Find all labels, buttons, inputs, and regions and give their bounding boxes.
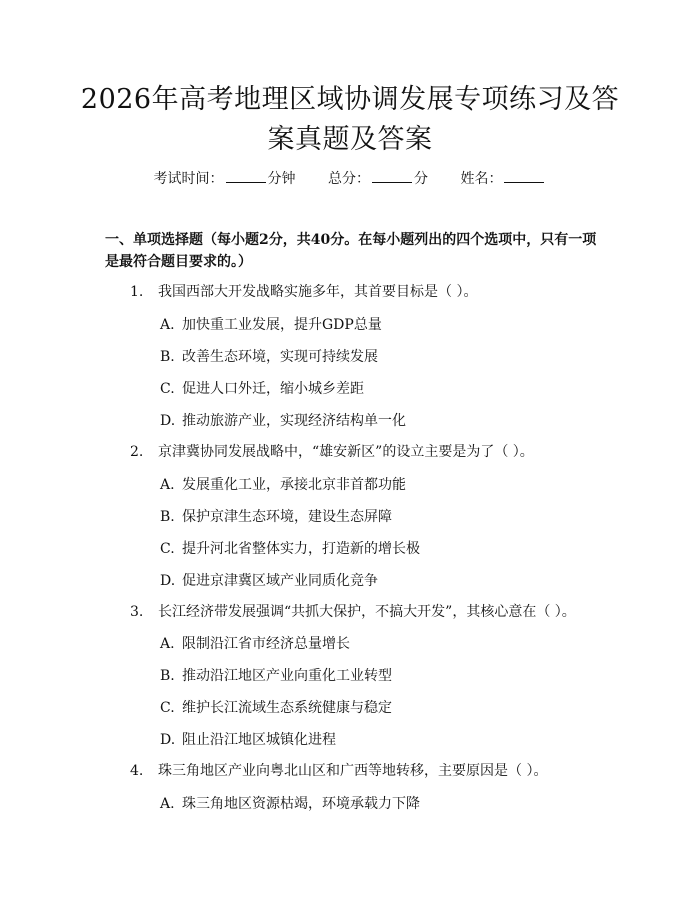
option-letter: A. [160, 477, 175, 493]
option-letter: C. [160, 381, 175, 397]
q3-option-b[interactable] [160, 665, 392, 685]
option-letter: B. [160, 509, 175, 525]
option-text: 促进京津冀区域产业同质化竞争 [182, 573, 378, 589]
option-letter: C. [160, 541, 175, 557]
q1-option-c[interactable] [160, 378, 364, 398]
exam-meta [0, 168, 700, 188]
q3-option-c[interactable] [160, 697, 392, 717]
question-number: 3. [130, 604, 144, 620]
exam-time-unit: 分钟 [267, 171, 296, 187]
option-text: 推动沿江地区产业向重化工业转型 [182, 668, 392, 684]
option-text: 发展重化工业，承接北京非首都功能 [182, 477, 406, 493]
total-score-blank[interactable] [372, 170, 412, 183]
question-number: 2. [130, 444, 144, 460]
q1-option-d[interactable] [160, 410, 406, 430]
q2-option-b[interactable] [160, 506, 392, 526]
question-text: 珠三角地区产业向粤北山区和广西等地转移，主要原因是（ ）。 [158, 763, 548, 779]
q2-option-c[interactable] [160, 538, 420, 558]
student-name [460, 171, 546, 187]
question-3 [130, 601, 576, 621]
question-text: 长江经济带发展强调“共抓大保护，不搞大开发”，其核心意在（ ）。 [158, 604, 576, 620]
student-name-blank[interactable] [504, 170, 544, 183]
option-text: 促进人口外迁，缩小城乡差距 [182, 381, 364, 397]
question-text: 我国西部大开发战略实施多年，其首要目标是（ ）。 [158, 284, 478, 300]
student-name-label: 姓名： [460, 171, 503, 187]
question-number: 4. [130, 763, 144, 779]
option-letter: D. [160, 413, 176, 429]
page-title: 2026年高考地理区域协调发展专项练习及答案真题及答案 [80, 84, 620, 155]
option-text: 阻止沿江地区城镇化进程 [182, 732, 336, 748]
option-letter: B. [160, 349, 175, 365]
option-text: 改善生态环境，实现可持续发展 [182, 349, 378, 365]
option-text: 限制沿江省市经济总量增长 [182, 636, 350, 652]
option-letter: C. [160, 700, 175, 716]
option-letter: A. [160, 796, 175, 812]
option-text: 维护长江流域生态系统健康与稳定 [182, 700, 392, 716]
option-text: 保护京津生态环境，建设生态屏障 [182, 509, 392, 525]
exam-time-label: 考试时间： [153, 171, 224, 187]
option-text: 珠三角地区资源枯竭，环境承载力下降 [182, 796, 420, 812]
q1-option-b[interactable] [160, 346, 378, 366]
question-text: 京津冀协同发展战略中，“雄安新区”的设立主要是为了（ ）。 [158, 444, 534, 460]
option-letter: A. [160, 636, 175, 652]
question-number: 1. [130, 284, 144, 300]
question-1 [130, 281, 477, 301]
option-text: 提升河北省整体实力，打造新的增长极 [182, 541, 420, 557]
option-letter: D. [160, 573, 176, 589]
q3-option-a[interactable] [160, 633, 350, 653]
q2-option-d[interactable] [160, 570, 378, 590]
section-heading: 一、单项选择题（每小题2分，共40分。在每小题列出的四个选项中，只有一项是最符合题目要求的。） [105, 232, 597, 270]
exam-time-blank[interactable] [226, 170, 266, 183]
total-score-label: 总分： [328, 171, 370, 187]
option-letter: A. [160, 317, 175, 333]
total-score [328, 171, 432, 187]
q3-option-d[interactable] [160, 729, 336, 749]
option-text: 推动旅游产业，实现经济结构单一化 [182, 413, 406, 429]
question-2 [130, 441, 534, 461]
q4-option-a[interactable] [160, 793, 420, 813]
question-4 [130, 760, 547, 780]
option-text: 加快重工业发展，提升GDP总量 [182, 317, 382, 333]
exam-time [154, 171, 300, 187]
option-letter: B. [160, 668, 175, 684]
q1-option-a[interactable] [160, 314, 382, 334]
option-letter: D. [160, 732, 176, 748]
total-score-unit: 分 [414, 171, 428, 187]
q2-option-a[interactable] [160, 474, 406, 494]
